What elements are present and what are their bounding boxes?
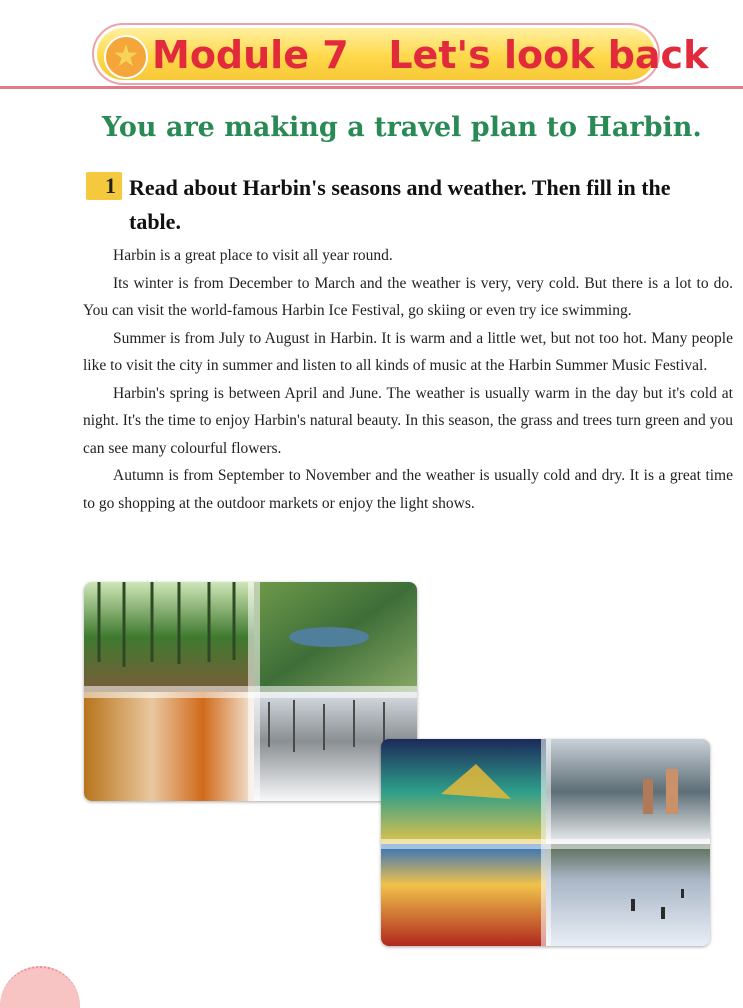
- header-rule: [0, 86, 743, 89]
- music-festival-photo: [381, 844, 546, 946]
- festivals-photo-collage: [381, 739, 710, 946]
- seasons-photos: [84, 582, 417, 801]
- module-title: Module 7 Let's look back: [152, 33, 709, 77]
- skiing-photo: [546, 844, 710, 946]
- summer-forest-photo: [84, 582, 254, 692]
- reading-passage: [83, 242, 733, 517]
- passage-paragraph-autumn: Autumn is from September to November and the weather is usually cold and dry. It is a great time to go shopping at the outdoor markets or enjoy the light shows.: [83, 467, 733, 512]
- seasons-photo-collage: [84, 582, 417, 801]
- passage-paragraph-spring: Harbin's spring is between April and June. The weather is usually warm in the day but it's cold at night. It's the time to enjoy Harbin's natural beauty. In this season, the grass and trees turn green and you can see many colourful flowers.: [83, 384, 733, 457]
- passage-paragraph-winter: Its winter is from December to March and the weather is very, very cold. But there is a lot to do. You can visit the world-famous Harbin Ice Festival, go skiing or even try ice swimming.: [83, 274, 733, 319]
- page-heading: You are making a travel plan to Harbin.: [102, 112, 702, 143]
- ice-swimming-photo: [546, 739, 710, 844]
- passage-paragraph-intro: Harbin is a great place to visit all year round.: [113, 247, 393, 264]
- task-number-badge: 1: [86, 172, 122, 200]
- page-corner-decoration: [0, 966, 80, 1008]
- task-instruction: Read about Harbin's seasons and weather. Then fill in the table.: [129, 175, 671, 234]
- passage-paragraph-summer: Summer is from July to August in Harbin. It is warm and a little wet, but not too hot. Many people like to visit the city in summer and listen to all kinds of music at the Harbin Summer Music Festival.: [83, 329, 733, 374]
- festival-photos: [381, 739, 710, 946]
- star-icon: ★: [104, 35, 148, 79]
- autumn-trees-photo: [84, 692, 254, 801]
